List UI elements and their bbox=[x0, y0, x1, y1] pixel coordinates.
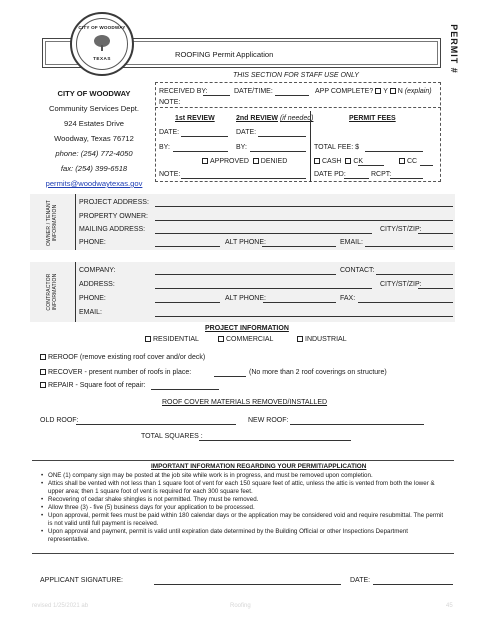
tree-icon bbox=[92, 34, 112, 52]
contractor-fax-label: FAX: bbox=[340, 295, 356, 302]
received-by-field[interactable] bbox=[203, 95, 230, 96]
contractor-divider bbox=[75, 262, 76, 322]
note2-field[interactable] bbox=[181, 178, 306, 179]
important-item: • ONE (1) company sign may be posted at the job site while work is in progress, and must be removed upon completion. bbox=[40, 472, 445, 480]
staff-section-title: THIS SECTION FOR STAFF USE ONLY bbox=[233, 72, 359, 79]
footer-page: 45 bbox=[446, 603, 453, 609]
recover-option bbox=[40, 368, 191, 377]
residential-label: RESIDENTIAL bbox=[153, 336, 199, 343]
recover-count-field[interactable] bbox=[214, 376, 246, 377]
contractor-side-label: CONTRACTOR INFORMATION bbox=[46, 273, 58, 311]
industrial-option bbox=[297, 335, 347, 344]
city-name: CITY OF WOODWAY bbox=[57, 89, 131, 98]
reroof-checkbox[interactable] bbox=[40, 354, 46, 360]
company-label: COMPANY: bbox=[79, 267, 116, 274]
project-address-field[interactable] bbox=[155, 206, 453, 207]
second-review-by-label: BY: bbox=[236, 144, 247, 151]
total-fee-field[interactable] bbox=[365, 151, 423, 152]
first-review-date-label: DATE: bbox=[159, 129, 180, 136]
important-item: • Attics shall be vented with not less than 1 square foot of vent for each 150 square feet of attic, unless the attic is vented from both the lower & upper area; then 1 square foot of vent is required for each 300 square feet. bbox=[40, 480, 445, 496]
staff-divider bbox=[155, 107, 441, 108]
owner-divider bbox=[75, 194, 76, 250]
approval-options bbox=[202, 157, 287, 166]
residential-option bbox=[145, 335, 199, 344]
owner-city-field[interactable] bbox=[418, 233, 453, 234]
applicant-signature-label: APPLICANT SIGNATURE: bbox=[40, 577, 123, 584]
form-title: ROOFING Permit Application bbox=[175, 50, 274, 59]
denied-label: DENIED bbox=[260, 158, 288, 165]
approved-checkbox[interactable] bbox=[202, 158, 208, 164]
city-address: 924 Estates Drive bbox=[64, 119, 124, 128]
commercial-option bbox=[218, 335, 273, 344]
contractor-email-field[interactable] bbox=[155, 316, 453, 317]
receipt-label: RCPT: bbox=[371, 171, 392, 178]
city-phone: phone: (254) 772-4050 bbox=[55, 149, 133, 158]
total-fee-label: TOTAL FEE: $ bbox=[314, 144, 359, 151]
commercial-label: COMMERCIAL bbox=[226, 336, 274, 343]
explain-label: (explain) bbox=[404, 88, 432, 95]
receipt-field[interactable] bbox=[390, 178, 423, 179]
seal-text-top: CITY OF WOODWAY bbox=[78, 25, 126, 30]
important-item: • Recovering of cedar shake shingles is not permitted. They must be removed. bbox=[40, 496, 445, 504]
repair-label: REPAIR - Square foot of repair: bbox=[48, 382, 146, 389]
owner-email-label: EMAIL: bbox=[340, 239, 363, 246]
owner-email-field[interactable] bbox=[365, 246, 453, 247]
received-by-label: RECEIVED BY: bbox=[159, 88, 208, 95]
contractor-address-field[interactable] bbox=[155, 288, 372, 289]
city-email-link[interactable]: permits@woodwaytexas.gov bbox=[45, 179, 143, 188]
contractor-alt-phone-label: ALT PHONE: bbox=[225, 295, 266, 302]
reroof-label: REROOF (remove existing roof cover and/or deck) bbox=[48, 354, 206, 361]
date-time-label: DATE/TIME: bbox=[234, 88, 273, 95]
project-address-label: PROJECT ADDRESS: bbox=[79, 199, 149, 206]
cc-label: CC bbox=[407, 158, 418, 165]
payment-options bbox=[314, 157, 363, 166]
mailing-address-field[interactable] bbox=[155, 233, 372, 234]
app-complete-yes-checkbox[interactable] bbox=[375, 88, 381, 94]
first-review-by-field[interactable] bbox=[173, 151, 228, 152]
second-review-heading bbox=[236, 114, 313, 123]
recover-checkbox[interactable] bbox=[40, 369, 46, 375]
reroof-option bbox=[40, 353, 205, 362]
important-item: • Upon approval and payment, permit is valid until expiration date determined by the Building Official or other Inspections Department representative. bbox=[40, 528, 445, 544]
repair-sqft-field[interactable] bbox=[151, 389, 219, 390]
owner-phone-label: PHONE: bbox=[79, 239, 106, 246]
yes-label: Y bbox=[383, 88, 388, 95]
city-fax: fax: (254) 399-6518 bbox=[60, 164, 128, 173]
owner-alt-phone-field[interactable] bbox=[262, 246, 336, 247]
important-item: • Allow three (3) - five (5) business days for your application to be processed. bbox=[40, 504, 445, 512]
second-review-label: 2nd REVIEW bbox=[236, 115, 279, 122]
materials-title: ROOF COVER MATERIALS REMOVED/INSTALLED bbox=[162, 399, 328, 406]
contractor-city-label: CITY/ST/ZIP: bbox=[380, 281, 422, 288]
industrial-label: INDUSTRIAL bbox=[305, 336, 347, 343]
app-complete-label: APP COMPLETE? bbox=[315, 88, 374, 95]
contact-field[interactable] bbox=[376, 274, 453, 275]
applicant-signature-field[interactable] bbox=[154, 584, 341, 585]
permit-number-label: PERMIT # bbox=[449, 24, 459, 74]
signature-date-label: DATE: bbox=[350, 577, 371, 584]
total-squares-label: TOTAL SQUARES : bbox=[141, 433, 203, 440]
important-list bbox=[40, 472, 445, 544]
second-review-date-field[interactable] bbox=[258, 136, 306, 137]
repair-checkbox[interactable] bbox=[40, 382, 46, 388]
owner-phone-field[interactable] bbox=[155, 246, 220, 247]
check-number-field[interactable] bbox=[358, 165, 384, 166]
property-owner-label: PROPERTY OWNER: bbox=[79, 213, 148, 220]
project-info-title: PROJECT INFORMATION bbox=[205, 325, 289, 332]
owner-city-label: CITY/ST/ZIP: bbox=[380, 226, 422, 233]
cash-checkbox[interactable] bbox=[314, 158, 320, 164]
contact-label: CONTACT: bbox=[340, 267, 375, 274]
app-complete bbox=[315, 87, 432, 96]
date-time-field[interactable] bbox=[275, 95, 309, 96]
footer-revised: revised 1/25/2021 ab bbox=[32, 603, 89, 609]
note2-label: NOTE: bbox=[159, 171, 181, 178]
contractor-alt-phone-field[interactable] bbox=[263, 302, 336, 303]
second-review-date-label: DATE: bbox=[236, 129, 257, 136]
industrial-checkbox[interactable] bbox=[297, 336, 303, 342]
seal-text-bottom: TEXAS bbox=[93, 56, 111, 61]
denied-checkbox[interactable] bbox=[253, 158, 259, 164]
company-field[interactable] bbox=[155, 274, 336, 275]
city-dept: Community Services Dept. bbox=[49, 104, 139, 113]
contractor-address-label: ADDRESS: bbox=[79, 281, 115, 288]
first-review-date-field[interactable] bbox=[181, 136, 228, 137]
old-roof-field[interactable] bbox=[76, 424, 236, 425]
first-review-heading: 1st REVIEW bbox=[175, 115, 215, 122]
new-roof-field[interactable] bbox=[290, 424, 424, 425]
contractor-fax-field[interactable] bbox=[358, 302, 453, 303]
city-seal bbox=[70, 12, 134, 76]
total-squares-field[interactable] bbox=[199, 440, 351, 441]
new-roof-label: NEW ROOF: bbox=[248, 417, 289, 424]
permit-fees-heading: PERMIT FEES bbox=[349, 115, 396, 122]
recover-note: (No more than 2 roof coverings on structure) bbox=[249, 369, 387, 376]
approved-label: APPROVED bbox=[210, 158, 249, 165]
cash-label: CASH bbox=[322, 158, 342, 165]
city-citystate: Woodway, Texas 76712 bbox=[54, 134, 134, 143]
city-info bbox=[30, 86, 158, 191]
residential-checkbox[interactable] bbox=[145, 336, 151, 342]
commercial-checkbox[interactable] bbox=[218, 336, 224, 342]
note-label: NOTE: bbox=[159, 99, 181, 106]
property-owner-field[interactable] bbox=[155, 220, 453, 221]
date-paid-label: DATE PD: bbox=[314, 171, 346, 178]
check-checkbox[interactable] bbox=[345, 158, 351, 164]
app-complete-no-checkbox[interactable] bbox=[390, 88, 396, 94]
cc-field[interactable] bbox=[420, 165, 433, 166]
contractor-email-label: EMAIL: bbox=[79, 309, 102, 316]
repair-option bbox=[40, 381, 146, 390]
cc-option bbox=[399, 157, 417, 166]
recover-label: RECOVER - present number of roofs in place: bbox=[48, 369, 192, 376]
owner-side-label: OWNER / TENANT INFORMATION bbox=[46, 199, 58, 247]
signature-date-field[interactable] bbox=[373, 584, 453, 585]
contractor-phone-label: PHONE: bbox=[79, 295, 106, 302]
important-item: • Upon approval, permit fees must be paid within 180 calendar days or the application may be considered void and require resubmittal. The permit is not valid until full payment is received. bbox=[40, 512, 445, 528]
mailing-address-label: MAILING ADDRESS: bbox=[79, 226, 146, 233]
check-label: CK bbox=[353, 158, 364, 165]
old-roof-label: OLD ROOF: bbox=[40, 417, 79, 424]
contractor-city-field[interactable] bbox=[418, 288, 453, 289]
date-paid-field[interactable] bbox=[344, 178, 369, 179]
cc-checkbox[interactable] bbox=[399, 158, 405, 164]
footer-center: Roofing bbox=[230, 603, 251, 609]
no-label: N bbox=[397, 88, 403, 95]
important-title: IMPORTANT INFORMATION REGARDING YOUR PERMIT/APPLICATION bbox=[151, 463, 367, 470]
first-review-by-label: BY: bbox=[159, 144, 170, 151]
second-review-by-field[interactable] bbox=[250, 151, 306, 152]
if-needed-label: (if needed) bbox=[279, 115, 314, 122]
owner-alt-phone-label: ALT PHONE: bbox=[225, 239, 266, 246]
contractor-phone-field[interactable] bbox=[155, 302, 220, 303]
